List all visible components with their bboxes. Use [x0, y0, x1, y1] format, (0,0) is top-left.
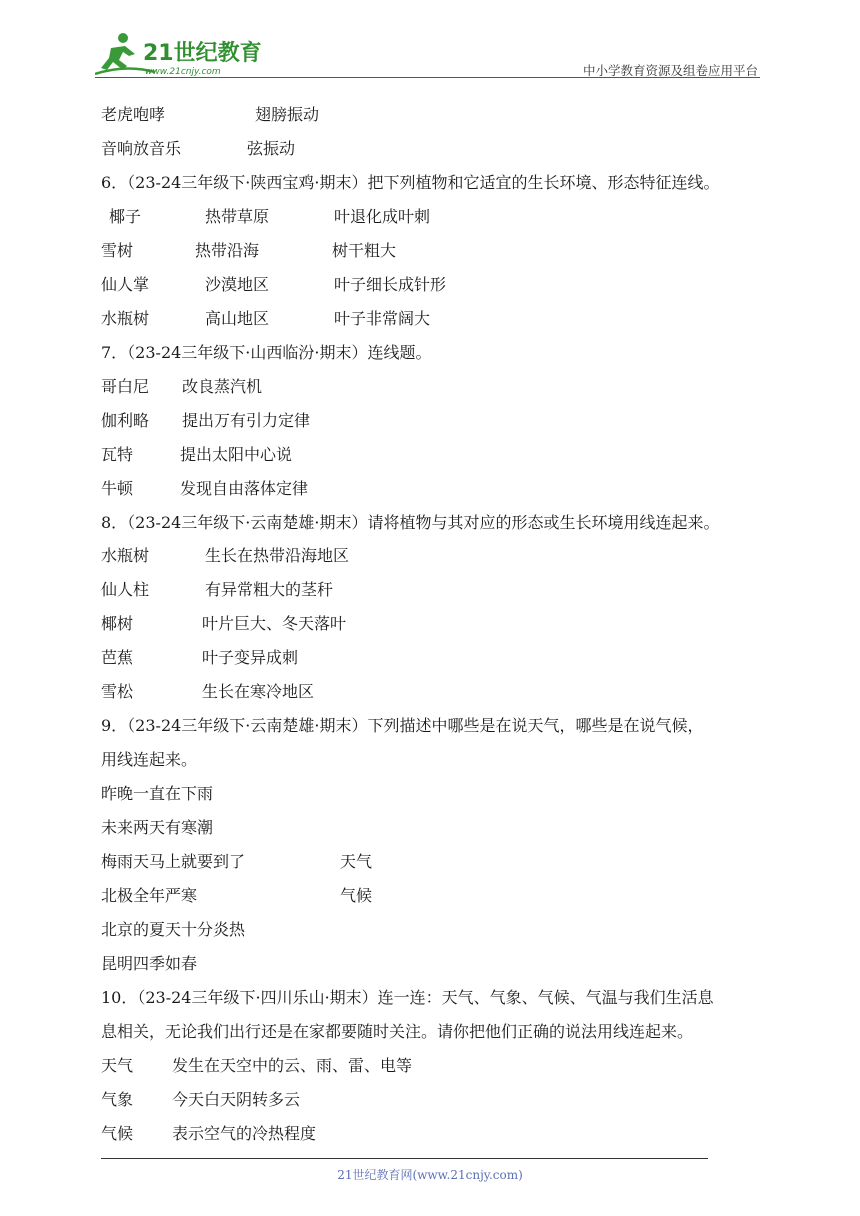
- text-cell: 10．（23-24三年级下·四川乐山·期末）连一连：天气、气象、气候、气温与我们生活息: [101, 988, 714, 1007]
- text-cell: 仙人柱: [101, 580, 150, 599]
- logo-url: www.21cnjy.com: [145, 67, 221, 77]
- text-cell: 昆明四季如春: [101, 954, 198, 973]
- text-cell: 气候: [101, 1124, 134, 1143]
- footer-divider: [101, 1158, 708, 1159]
- text-cell: 树干粗大: [332, 241, 397, 260]
- text-cell: 6．（23-24三年级下·陕西宝鸡·期末）把下列植物和它适宜的生长环境、形态特征连线。: [101, 173, 720, 192]
- text-cell: 音响放音乐: [101, 139, 182, 158]
- text-cell: 椰树: [101, 614, 134, 633]
- text-cell: 仙人掌: [101, 275, 150, 294]
- text-cell: 叶子细长成针形: [334, 275, 447, 294]
- text-cell: 昨晚一直在下雨: [101, 784, 214, 803]
- text-cell: 改良蒸汽机: [182, 377, 263, 396]
- text-cell: 有异常粗大的茎秆: [205, 580, 334, 599]
- text-cell: 伽利略: [101, 411, 150, 430]
- text-cell: 老虎咆哮: [101, 105, 166, 124]
- text-cell: 牛顿: [101, 479, 134, 498]
- header-divider: [95, 77, 760, 78]
- text-cell: 椰子: [109, 207, 142, 226]
- text-cell: 提出太阳中心说: [180, 445, 293, 464]
- text-cell: 气候: [340, 886, 373, 905]
- text-cell: 叶片巨大、冬天落叶: [202, 614, 347, 633]
- text-cell: 瓦特: [101, 445, 134, 464]
- text-cell: 雪树: [101, 241, 134, 260]
- text-cell: 热带沿海: [195, 241, 260, 260]
- text-cell: 表示空气的冷热程度: [172, 1124, 317, 1143]
- text-cell: 雪松: [101, 682, 134, 701]
- text-cell: 高山地区: [205, 309, 270, 328]
- text-cell: 发生在天空中的云、雨、雷、电等: [172, 1056, 413, 1075]
- text-cell: 8．（23-24三年级下·云南楚雄·期末）请将植物与其对应的形态或生长环境用线连起来。: [101, 513, 720, 532]
- text-cell: 叶退化成叶刺: [334, 207, 431, 226]
- text-cell: 未来两天有寒潮: [101, 818, 214, 837]
- text-cell: 气象: [101, 1090, 134, 1109]
- page-footer: 21世纪教育网(www.21cnjy.com): [337, 1168, 523, 1182]
- platform-name: 中小学教育资源及组卷应用平台: [582, 63, 758, 78]
- text-cell: 叶子变异成刺: [202, 648, 299, 667]
- text-cell: 7．（23-24三年级下·山西临汾·期末）连线题。: [101, 343, 432, 362]
- text-cell: 哥白尼: [101, 377, 150, 396]
- text-cell: 9．（23-24三年级下·云南楚雄·期末）下列描述中哪些是在说天气，哪些是在说气候，: [101, 716, 704, 735]
- text-cell: 芭蕉: [101, 648, 134, 667]
- text-cell: 生长在寒冷地区: [202, 682, 315, 701]
- text-cell: 北京的夏天十分炎热: [101, 920, 246, 939]
- text-cell: 沙漠地区: [205, 275, 270, 294]
- text-cell: 今天白天阴转多云: [172, 1090, 301, 1109]
- text-cell: 梅雨天马上就要到了: [101, 852, 246, 871]
- logo: [95, 30, 295, 78]
- text-cell: 天气: [101, 1056, 134, 1075]
- text-cell: 发现自由落体定律: [180, 479, 309, 498]
- text-cell: 水瓶树: [101, 546, 150, 565]
- text-cell: 提出万有引力定律: [182, 411, 311, 430]
- text-cell: 北极全年严寒: [101, 886, 198, 905]
- logo-text: 21世纪教育: [143, 41, 262, 66]
- text-cell: 水瓶树: [101, 309, 150, 328]
- text-cell: 用线连起来。: [101, 750, 198, 769]
- page-header: [95, 30, 760, 80]
- text-cell: 生长在热带沿海地区: [205, 546, 350, 565]
- text-cell: 弦振动: [247, 139, 296, 158]
- text-cell: 天气: [340, 852, 373, 871]
- text-cell: 叶子非常阔大: [334, 309, 431, 328]
- text-cell: 翅膀振动: [255, 105, 320, 124]
- text-cell: 息相关，无论我们出行还是在家都要随时关注。请你把他们正确的说法用线连起来。: [101, 1022, 694, 1041]
- text-cell: 热带草原: [205, 207, 270, 226]
